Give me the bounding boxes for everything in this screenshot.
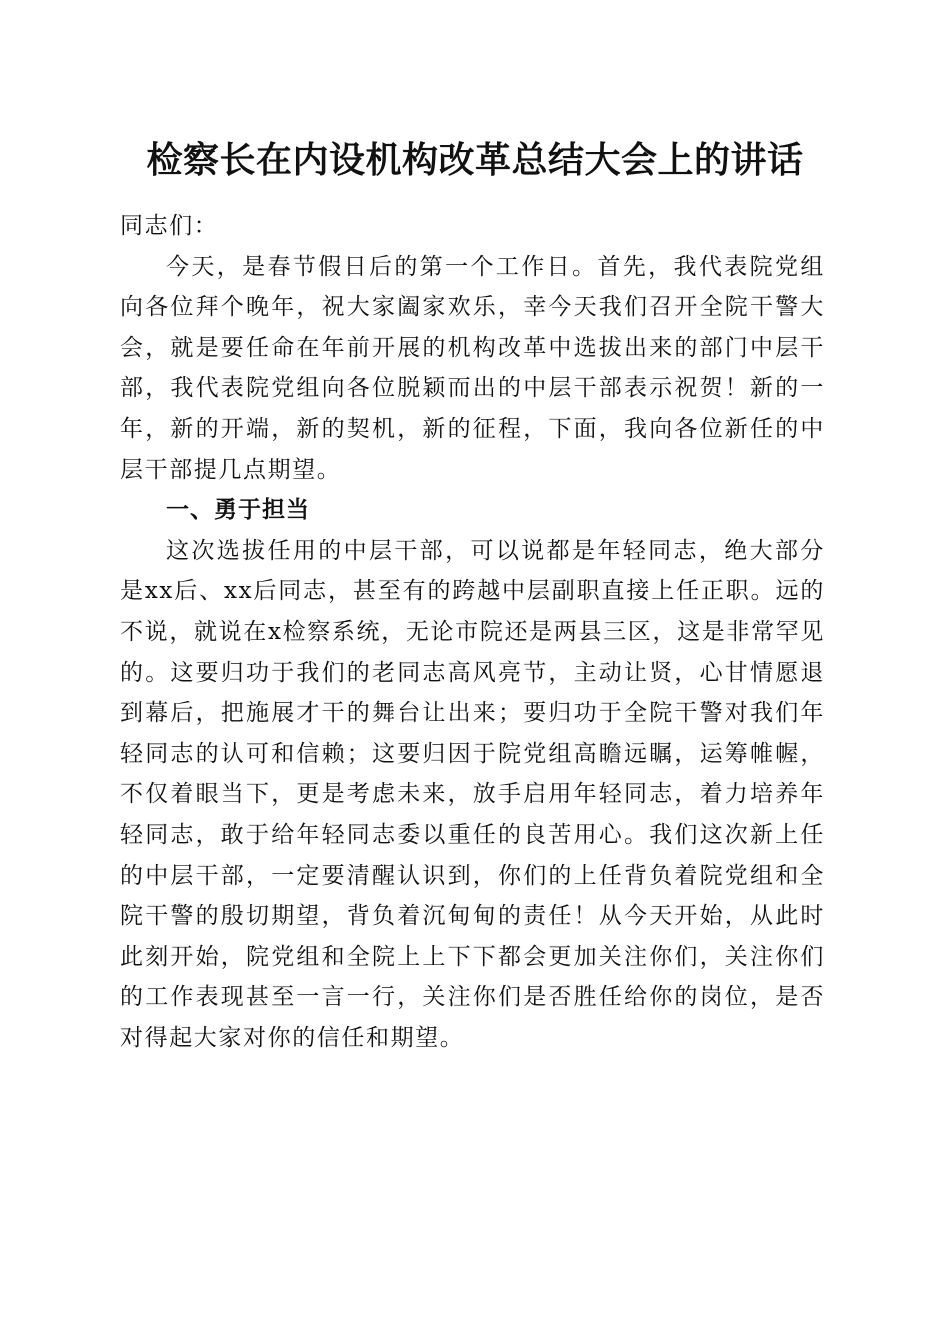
paragraph-intro: 今天，是春节假日后的第一个工作日。首先，我代表院党组向各位拜个晚年，祝大家阖家欢乐，幸今天我们召开全院干警大会，就是要任命在年前开展的机构改革中选拔出来的部门中层干部，我代表院党组向各位脱颖而出的中层干部表示祝贺！新的一年，新的开端，新的契机，新的征程，下面，我向各位新任的中层干部提几点期望。 <box>120 253 825 483</box>
paragraph-section-1: 这次选拔任用的中层干部，可以说都是年轻同志，绝大部分是xx后、xx后同志，甚至有的跨越中层副职直接上任正职。远的不说，就说在x检察系统，无论市院还是两县三区，这是非常罕见的。这要归功于我们的老同志高风亮节，主动让贤，心甘情愿退到幕后，把施展才干的舞台让出来；要归功于全院干警对我们年轻同志的认可和信赖；这要归因于院党组高瞻远瞩，运筹帷幄，不仅着眼当下，更是考虑未来，放手启用年轻同志，着力培养年轻同志，敢于给年轻同志委以重任的良苦用心。我们这次新上任的中层干部，一定要清醒认识到，你们的上任背负着院党组和全院干警的殷切期望，背负着沉甸甸的责任！从今天开始，从此时此刻开始，院党组和全院上上下下都会更加关注你们，关注你们的工作表现甚至一言一行，关注你们是否胜任给你的岗位，是否对得起大家对你的信任和期望。 <box>120 537 825 1051</box>
section-heading: 一、勇于担当 <box>166 497 310 524</box>
salutation: 同志们： <box>120 213 219 239</box>
document-body <box>120 206 825 1058</box>
document-title: 检察长在内设机构改革总结大会上的讲话 <box>146 139 804 181</box>
